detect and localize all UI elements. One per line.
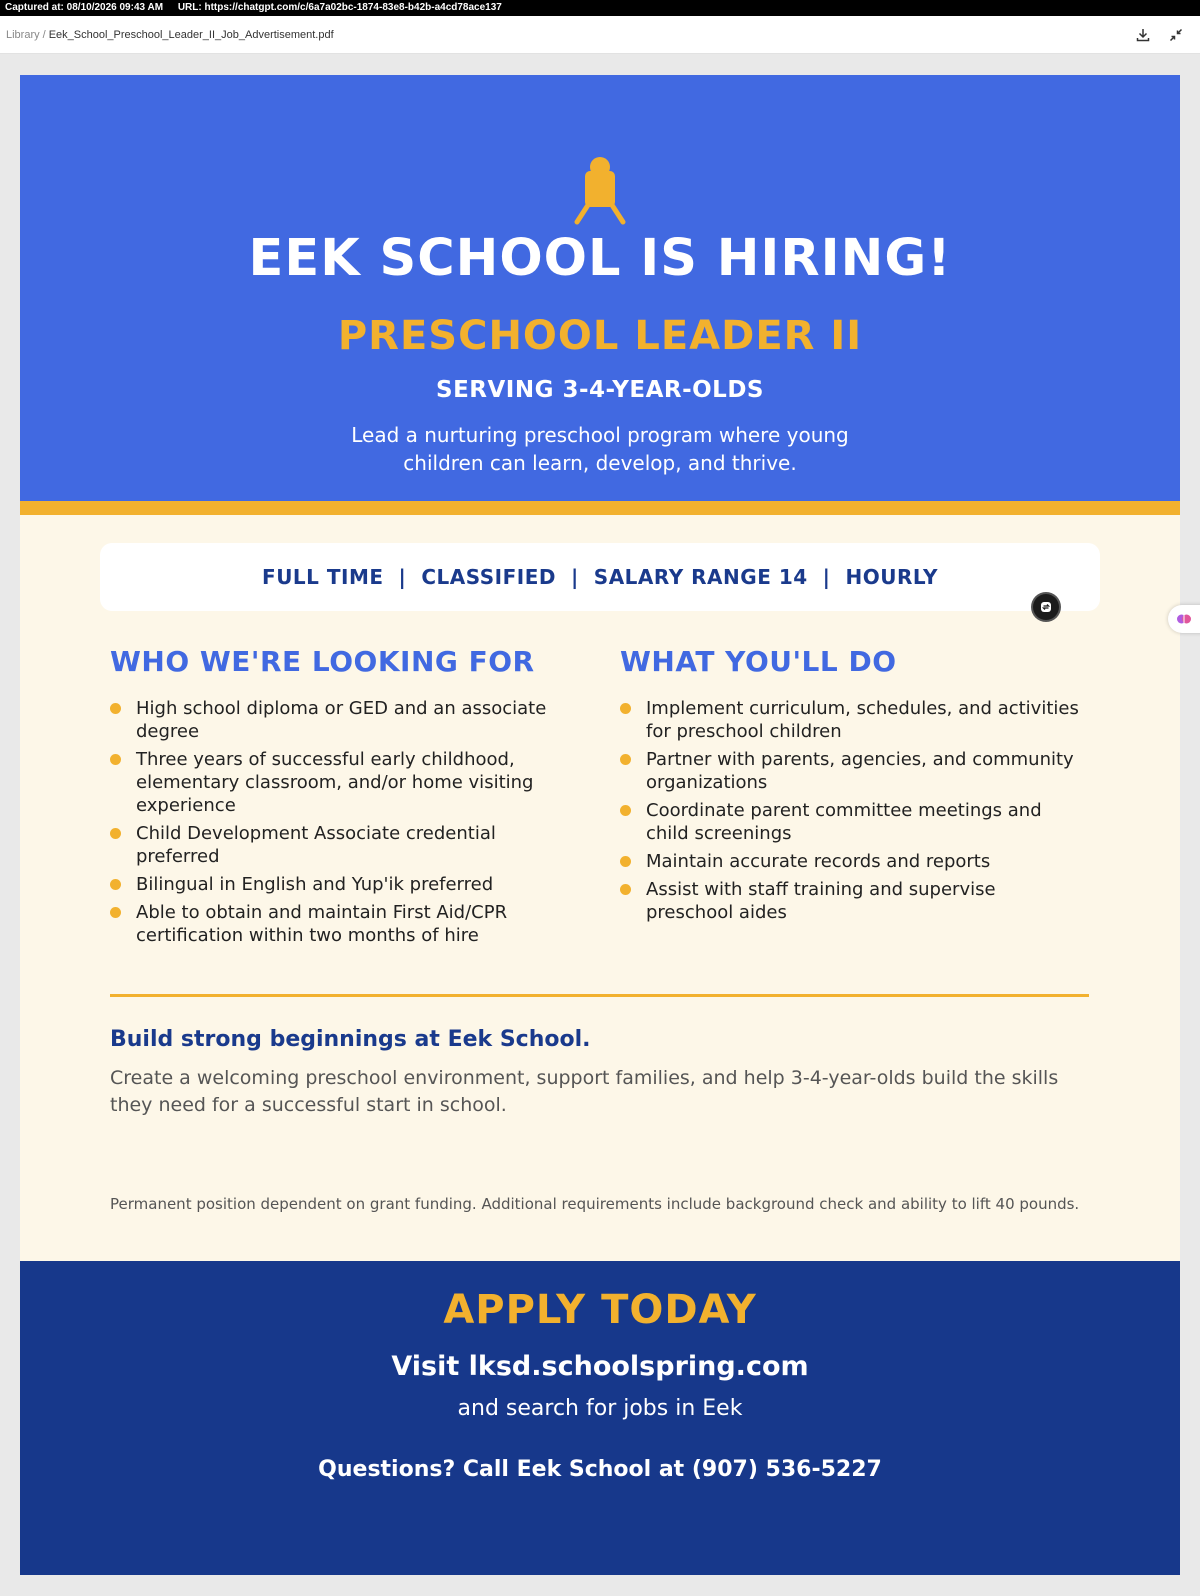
breadcrumb-separator: /	[42, 29, 46, 41]
brain-icon	[1176, 611, 1192, 627]
list-item: Child Development Associate credential preferred	[110, 822, 550, 868]
tagline-heading: Build strong beginnings at Eek School.	[110, 1027, 591, 1052]
job-tag: FULL TIME	[262, 565, 384, 589]
tag-separator: |	[398, 565, 407, 589]
list-item: Implement curriculum, schedules, and activities for preschool children	[620, 697, 1080, 743]
job-tag: SALARY RANGE 14	[593, 565, 808, 589]
apply-banner	[20, 1261, 1180, 1575]
tagline-body: Create a welcoming preschool environment, support families, and help 3-4-year-olds build the skills they need for a successful start in school.	[110, 1067, 1059, 1116]
download-icon	[1136, 28, 1150, 42]
capture-bar	[0, 0, 1200, 16]
gold-stripe	[20, 501, 1180, 515]
hero-banner	[20, 75, 1180, 501]
sync-button[interactable]	[1033, 594, 1059, 620]
capture-timestamp: Captured at: 08/10/2026 09:43 AM	[5, 2, 164, 13]
list-item: Bilingual in English and Yup'ik preferred	[110, 873, 550, 896]
apply-title: APPLY TODAY	[443, 1287, 757, 1333]
pdf-page	[20, 75, 1180, 1575]
list-item: Three years of successful early childhood, elementary classroom, and/or home visiting experience	[110, 748, 550, 817]
duties-heading: WHAT YOU'LL DO	[620, 645, 897, 678]
list-item: Coordinate parent committee meetings and child screenings	[620, 799, 1080, 845]
looking-for-list	[110, 697, 550, 952]
apply-search-text: and search for jobs in Eek	[457, 1396, 743, 1421]
list-item: Partner with parents, agencies, and community organizations	[620, 748, 1080, 794]
assistant-side-tab[interactable]	[1168, 605, 1200, 633]
viewer-header	[0, 16, 1200, 54]
download-button[interactable]	[1133, 25, 1153, 45]
list-item: Able to obtain and maintain First Aid/CPR certification within two months of hire	[110, 901, 550, 947]
list-item: Maintain accurate records and reports	[620, 850, 1080, 873]
job-tags-pill	[100, 543, 1100, 611]
hero-lead-text: Lead a nurturing preschool program where young children can learn, develop, and thrive.	[351, 423, 849, 475]
position-title: PRESCHOOL LEADER II	[337, 313, 863, 359]
breadcrumb-library[interactable]: Library	[6, 29, 40, 41]
tag-separator: |	[570, 565, 579, 589]
list-item: High school diploma or GED and an associate degree	[110, 697, 550, 743]
job-tag: HOURLY	[845, 565, 938, 589]
job-tag: CLASSIFIED	[421, 565, 556, 589]
apply-contact-text: Questions? Call Eek School at (907) 536-5227	[318, 1457, 882, 1482]
collapse-icon	[1169, 28, 1183, 42]
bell-tower-icon	[571, 155, 629, 225]
sync-icon	[1039, 600, 1053, 614]
duties-list	[620, 697, 1080, 929]
section-divider	[110, 994, 1089, 997]
breadcrumb-file-name: Eek_School_Preschool_Leader_II_Job_Advertisement.pdf	[48, 29, 334, 41]
looking-for-heading: WHO WE'RE LOOKING FOR	[110, 645, 535, 678]
collapse-button[interactable]	[1166, 25, 1186, 45]
breadcrumb	[6, 29, 334, 41]
fineprint-note: Permanent position dependent on grant funding. Additional requirements include background check and ability to lift 40 pounds.	[110, 1195, 1080, 1213]
hero-title: EEK SCHOOL IS HIRING!	[248, 229, 952, 288]
tag-separator: |	[822, 565, 831, 589]
apply-visit-text: Visit lksd.schoolspring.com	[391, 1351, 809, 1382]
serving-subtitle: SERVING 3-4-YEAR-OLDS	[436, 377, 764, 403]
capture-url: URL: https://chatgpt.com/c/6a7a02bc-1874-83e8-b42b-a4cd78ace137	[177, 2, 502, 13]
list-item: Assist with staff training and supervise preschool aides	[620, 878, 1080, 924]
